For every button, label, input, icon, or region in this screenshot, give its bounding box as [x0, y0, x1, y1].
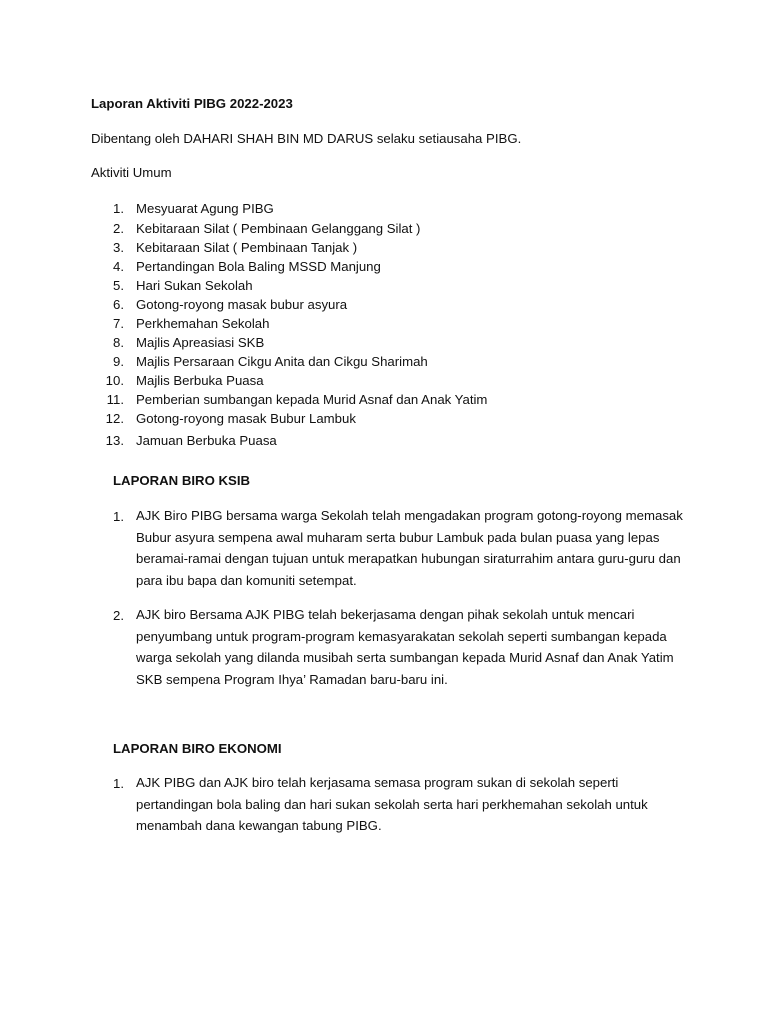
list-item-text: Majlis Berbuka Puasa: [136, 373, 264, 388]
intro-line: Dibentang oleh DAHARI SHAH BIN MD DARUS selaku setiausaha PIBG.: [91, 131, 522, 146]
ekonomi-heading: LAPORAN BIRO EKONOMI: [113, 741, 282, 756]
list-item-text: Kebitaraan Silat ( Pembinaan Tanjak ): [136, 240, 358, 255]
list-number: 8.: [113, 335, 124, 350]
list-number: 10.: [105, 373, 124, 388]
paragraph: AJK PIBG dan AJK biro telah kerjasama semasa program sukan di sekolah seperti pertandingan bola baling dan hari sukan sekolah serta hari perkhemahan sekolah untuk menambah dana kewangan tabung PIBG.: [136, 775, 648, 833]
list-number: 5.: [113, 278, 124, 293]
general-heading: Aktiviti Umum: [91, 165, 172, 180]
list-number: 13.: [105, 433, 124, 448]
list-number: 6.: [113, 297, 124, 312]
list-number: 2.: [113, 608, 124, 623]
list-number: 12.: [105, 411, 124, 426]
list-number: 1.: [113, 509, 124, 524]
list-item-text: Gotong-royong masak bubur asyura: [136, 297, 348, 312]
list-item-text: Perkhemahan Sekolah: [136, 316, 270, 331]
list-number: 7.: [113, 316, 124, 331]
list-item-text: Majlis Persaraan Cikgu Anita dan Cikgu Sharimah: [136, 354, 428, 369]
document-title: Laporan Aktiviti PIBG 2022-2023: [91, 96, 293, 111]
list-item-text: Mesyuarat Agung PIBG: [136, 201, 274, 216]
paragraph: AJK Biro PIBG bersama warga Sekolah telah mengadakan program gotong-royong memasak Bubur asyura sempena awal muharam serta bubur Lambuk pada bulan puasa yang lepas beramai-ramai dengan tujuan untuk merapatkan hubungan siraturrahim antara guru-guru dan para ibu bapa dan komuniti setempat.: [136, 508, 683, 588]
list-number: 9.: [113, 354, 124, 369]
ksib-heading: LAPORAN BIRO KSIB: [113, 473, 251, 488]
list-item-text: Pertandingan Bola Baling MSSD Manjung: [136, 259, 381, 274]
list-number: 1.: [113, 201, 124, 216]
list-number: 4.: [113, 259, 124, 274]
list-item-text: Kebitaraan Silat ( Pembinaan Gelanggang Silat ): [136, 221, 421, 236]
list-item-text: Pemberian sumbangan kepada Murid Asnaf dan Anak Yatim: [136, 392, 488, 407]
paragraph: AJK biro Bersama AJK PIBG telah bekerjasama dengan pihak sekolah untuk mencari penyumbang untuk program-program kemasyarakatan sekolah seperti sumbangan kepada warga sekolah yang dilanda musibah serta sumbangan kepada Murid Asnaf dan Anak Yatim SKB sempena Program Ihya’ Ramadan baru-baru ini.: [136, 607, 674, 687]
list-item-text: Hari Sukan Sekolah: [136, 278, 253, 293]
list-item-text: Majlis Apreasiasi SKB: [136, 335, 265, 350]
list-number: 3.: [113, 240, 124, 255]
list-number: 1.: [113, 776, 124, 791]
list-item-text: Gotong-royong masak Bubur Lambuk: [136, 411, 356, 426]
list-item-text: Jamuan Berbuka Puasa: [136, 433, 277, 448]
list-number: 11.: [106, 392, 124, 407]
list-number: 2.: [113, 221, 124, 236]
